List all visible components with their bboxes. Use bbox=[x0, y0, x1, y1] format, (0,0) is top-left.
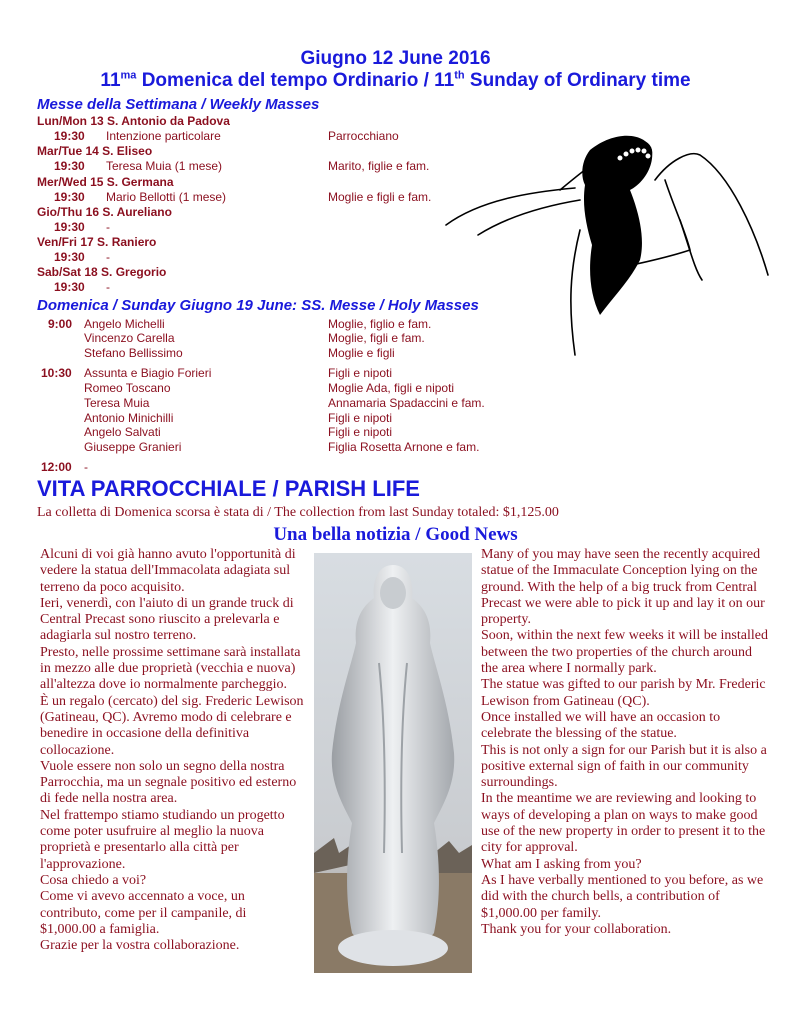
mass-intention: Antonio Minichilli bbox=[84, 411, 174, 425]
mass-offered-by: Figli e nipoti bbox=[328, 425, 393, 439]
paragraph: Presto, nelle prossime settimane sarà installata in mezzo alle due proprietà (vecchia e nuova) all'altezza dove io normalmente parcheggio. bbox=[40, 644, 301, 693]
mass-offered-by: Moglie, figlio e fam. bbox=[328, 317, 432, 331]
mass-time: 19:30 bbox=[54, 280, 85, 294]
mass-offered-by: Marito, figlie e fam. bbox=[328, 159, 430, 173]
paragraph: Come vi avevo accennato a voce, un contributo, come per il campanile, di $1,000.00 a famiglia. bbox=[40, 889, 247, 937]
mass-intention: - bbox=[106, 280, 110, 294]
mass-time: 19:30 bbox=[54, 250, 85, 264]
mass-intention: Giuseppe Granieri bbox=[84, 440, 182, 454]
mass-time: 19:30 bbox=[54, 220, 85, 234]
paragraph: Vuole essere non solo un segno della nostra Parrocchia, ma un segnale positivo ed esterno di fede nella nostra area. bbox=[40, 758, 297, 807]
immaculate-conception-statue-photo bbox=[314, 553, 472, 973]
mass-offered-by: Moglie, figli e fam. bbox=[328, 331, 425, 345]
parish-life-title: VITA PARROCCHIALE / PARISH LIFE bbox=[37, 476, 420, 501]
paragraph: Nel frattempo stiamo studiando un progetto come poter usufruire al meglio la nuova proprietà e presentarlo alla città per l'approvazione. bbox=[40, 807, 285, 872]
mass-offered-by: Parrocchiano bbox=[328, 129, 399, 143]
mass-offered-by: Moglie e figli bbox=[328, 346, 395, 360]
praying-woman-drawing bbox=[440, 120, 770, 360]
mass-intention: Teresa Muia bbox=[84, 396, 150, 410]
paragraph: Once installed we will have an occasion to celebrate the blessing of the statue. bbox=[481, 709, 721, 742]
mass-offered-by: Figlia Rosetta Arnone e fam. bbox=[328, 440, 480, 454]
mass-offered-by: Moglie e figli e fam. bbox=[328, 190, 432, 204]
mass-intention: Stefano Bellissimo bbox=[84, 346, 183, 360]
mass-day: Lun/Mon 13 S. Antonio da Padova bbox=[37, 114, 230, 128]
paragraph: È un regalo (cercato) del sig. Frederic Lewison (Gatineau, QC). Avremo modo di celebrare e benedire in occasione della definitiva collocazione. bbox=[40, 693, 304, 758]
mass-intention: Angelo Michelli bbox=[84, 317, 165, 331]
mass-intention: - bbox=[84, 460, 88, 474]
collection-total: La colletta di Domenica scorsa è stata di / The collection from last Sunday totaled: $1,125.00 bbox=[37, 505, 559, 520]
italian-article bbox=[40, 547, 305, 954]
mass-time: 12:00 bbox=[41, 460, 72, 474]
paragraph: As I have verbally mentioned to you before, as we did with the church bells, a contribution of $1,000.00 per family. bbox=[481, 872, 764, 921]
paragraph: Cosa chiedo a voi? bbox=[40, 872, 147, 888]
paragraph: In the meantime we are reviewing and looking to ways of developing a plan on ways to make good use of the new property in order to present it to the city for approval. bbox=[481, 791, 766, 856]
mass-offered-by: Annamaria Spadaccini e fam. bbox=[328, 396, 485, 410]
bulletin-date: Giugno 12 June 2016 bbox=[300, 48, 491, 69]
mass-intention: Mario Bellotti (1 mese) bbox=[106, 190, 227, 204]
paragraph: Soon, within the next few weeks it will be installed between the two properties of the church around the area where I normally park. bbox=[481, 628, 768, 677]
mass-day: Gio/Thu 16 S. Aureliano bbox=[37, 205, 172, 219]
paragraph: Many of you may have seen the recently acquired statue of the Immaculate Conception lying on the ground. With the help of a big truck from Central Precast we were able to pick it up and lay it on our property. bbox=[481, 547, 765, 628]
mass-day: Ven/Fri 17 S. Raniero bbox=[37, 235, 157, 249]
mass-offered-by: Moglie Ada, figli e nipoti bbox=[328, 381, 455, 395]
mass-day: Mar/Tue 14 S. Eliseo bbox=[37, 144, 153, 158]
mass-time: 9:00 bbox=[48, 317, 73, 331]
mass-intention: Vincenzo Carella bbox=[84, 331, 175, 345]
paragraph: What am I asking from you? bbox=[481, 856, 642, 872]
mass-intention: - bbox=[106, 250, 110, 264]
mass-intention: Angelo Salvati bbox=[84, 425, 161, 439]
mass-time: 10:30 bbox=[41, 366, 72, 380]
paragraph: Thank you for your collaboration. bbox=[481, 921, 672, 937]
paragraph: Ieri, venerdì, con l'aiuto di un grande truck di Central Precast sono riuscito a prelevarla e adagiarla sul nostro terreno. bbox=[40, 595, 294, 644]
mass-intention: Romeo Toscano bbox=[84, 381, 171, 395]
weekly-masses-title: Messe della Settimana / Weekly Masses bbox=[37, 96, 320, 113]
mass-day: Sab/Sat 18 S. Gregorio bbox=[37, 265, 167, 279]
sunday-masses-title: Domenica / Sunday Giugno 19 June: SS. Messe / Holy Masses bbox=[37, 297, 479, 314]
mass-intention: Intenzione particolare bbox=[106, 129, 221, 143]
paragraph: The statue was gifted to our parish by Mr. Frederic Lewison from Gatineau (QC). bbox=[481, 677, 766, 709]
paragraph: This is not only a sign for our Parish but it is also a positive external sign of faith in our community surroundings. bbox=[481, 742, 767, 791]
mass-time: 19:30 bbox=[54, 190, 85, 204]
paragraph: Grazie per la vostra collaborazione. bbox=[40, 938, 240, 954]
sunday-title: $11^{ma}$ Domenica del tempo Ordinario / 11th Sunday of Ordinary time bbox=[100, 69, 691, 91]
mass-day: Mer/Wed 15 S. Germana bbox=[37, 175, 174, 189]
good-news-title: Una bella notizia / Good News bbox=[273, 524, 518, 545]
mass-intention: Teresa Muia (1 mese) bbox=[106, 159, 223, 173]
english-article bbox=[481, 547, 771, 938]
mass-offered-by: Figli e nipoti bbox=[328, 366, 393, 380]
mass-intention: Assunta e Biagio Forieri bbox=[84, 366, 212, 380]
mass-time: 19:30 bbox=[54, 129, 85, 143]
paragraph: Alcuni di voi già hanno avuto l'opportunità di vedere la statua dell'Immacolata adagiata sul terreno da poco acquisito. bbox=[40, 547, 296, 595]
mass-intention: - bbox=[106, 220, 110, 234]
mass-time: 19:30 bbox=[54, 159, 85, 173]
mass-offered-by: Figli e nipoti bbox=[328, 411, 393, 425]
